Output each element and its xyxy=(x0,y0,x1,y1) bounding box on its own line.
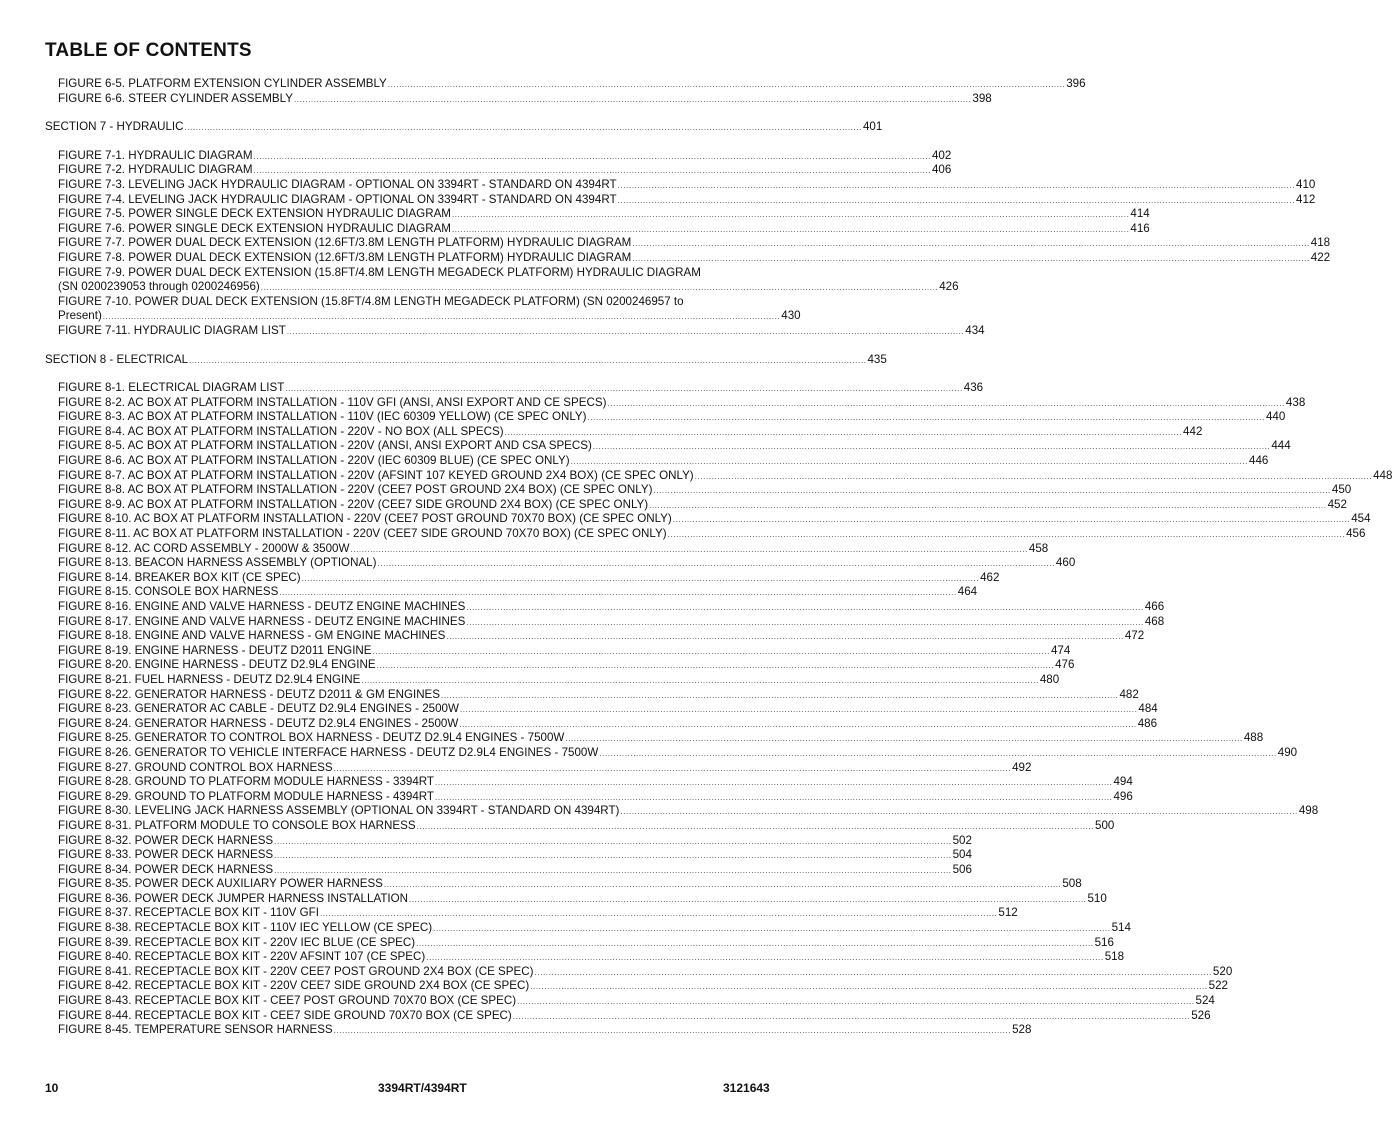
toc-entry-label: FIGURE 8-2. AC BOX AT PLATFORM INSTALLATION - 110V GFI (ANSI, ANSI EXPORT AND CE SPECS) xyxy=(58,395,607,409)
toc-entry-label: FIGURE 8-20. ENGINE HARNESS - DEUTZ D2.9L4 ENGINE xyxy=(58,658,376,672)
toc-entry-label: FIGURE 8-42. RECEPTACLE BOX KIT - 220V CEE7 SIDE GROUND 2X4 BOX (CE SPEC) xyxy=(58,979,530,993)
toc-entry-page: 498 xyxy=(1298,804,1319,818)
toc-entry-label: FIGURE 8-30. LEVELING JACK HARNESS ASSEMBLY (OPTIONAL ON 3394RT - STANDARD ON 4394RT) xyxy=(58,804,620,818)
toc-entry[interactable] xyxy=(45,643,1071,659)
dot-leader xyxy=(254,150,931,165)
toc-entry[interactable] xyxy=(45,381,984,396)
toc-entry-label: FIGURE 7-9. POWER DUAL DECK EXTENSION (15.8FT/4.8M LENGTH MEGADECK PLATFORM) HYDRAULIC DIAGRAM xyxy=(58,265,701,279)
dot-leader xyxy=(466,616,1143,631)
dot-leader xyxy=(459,718,1136,733)
dot-leader xyxy=(452,208,1129,223)
toc-entry-page: 416 xyxy=(1130,221,1150,235)
toc-entry[interactable] xyxy=(45,570,1000,586)
toc-entry-page: 401 xyxy=(862,120,883,134)
toc-entry-label: FIGURE 8-45. TEMPERATURE SENSOR HARNESS xyxy=(58,1023,333,1037)
toc-entry[interactable] xyxy=(45,921,1131,936)
toc-entry-label: FIGURE 8-32. POWER DECK HARNESS xyxy=(58,833,274,847)
toc-entry-label: FIGURE 8-19. ENGINE HARNESS - DEUTZ D2011 ENGINE xyxy=(58,643,372,657)
dot-leader xyxy=(534,966,1211,981)
toc-entry[interactable] xyxy=(45,818,1115,834)
toc-entry[interactable] xyxy=(45,177,1316,193)
toc-entry[interactable] xyxy=(45,658,1075,673)
toc-entry-page: 452 xyxy=(1327,497,1347,511)
toc-entry-page: 454 xyxy=(1351,512,1371,526)
toc-entry[interactable] xyxy=(45,91,992,107)
dot-leader xyxy=(632,237,1309,252)
toc-section-label: SECTION 7 - HYDRAULIC xyxy=(45,120,184,134)
toc-entry-page: 510 xyxy=(1087,891,1107,905)
toc-entry-page: 456 xyxy=(1346,527,1366,541)
toc-entry-label: FIGURE 7-2. HYDRAULIC DIAGRAM xyxy=(58,163,253,177)
dot-leader xyxy=(632,252,1309,267)
dot-leader xyxy=(388,78,1065,93)
dot-leader xyxy=(649,499,1326,514)
toc-entry-label: FIGURE 7-8. POWER DUAL DECK EXTENSION (12.6FT/3.8M LENGTH PLATFORM) HYDRAULIC DIAGRAM xyxy=(58,250,632,264)
toc-entry-page: 444 xyxy=(1271,439,1291,453)
dot-leader xyxy=(377,659,1054,674)
toc-entry-page: 435 xyxy=(867,352,887,366)
toc-entry-page: 412 xyxy=(1296,192,1316,206)
toc-entry-page: 508 xyxy=(1062,877,1082,891)
toc-entry-label: FIGURE 8-43. RECEPTACLE BOX KIT - CEE7 POST GROUND 70X70 BOX (CE SPEC) xyxy=(58,994,517,1008)
toc-entry-page: 480 xyxy=(1039,672,1060,686)
toc-entry[interactable] xyxy=(45,497,1347,513)
dot-leader xyxy=(673,513,1350,528)
toc-entry-label: FIGURE 8-28. GROUND TO PLATFORM MODULE HARNESS - 3394RT xyxy=(58,775,435,789)
toc-section-entry[interactable] xyxy=(45,120,883,135)
toc-entry[interactable] xyxy=(45,614,1165,630)
toc-entry-page: 442 xyxy=(1183,424,1203,438)
dot-leader xyxy=(435,776,1112,791)
toc-entry-label: FIGURE 8-9. AC BOX AT PLATFORM INSTALLATION - 220V (CEE7 SIDE GROUND 2X4 BOX) (CE SPEC ONLY) xyxy=(58,497,649,511)
toc-entry-page: 474 xyxy=(1050,643,1071,657)
toc-entry-label: FIGURE 8-33. POWER DECK HARNESS xyxy=(58,848,274,862)
dot-leader xyxy=(377,557,1054,572)
dot-leader xyxy=(285,382,962,397)
footer-doc-number: 3121643 xyxy=(723,1081,770,1095)
dot-leader xyxy=(189,354,866,369)
toc-entry-page: 514 xyxy=(1111,921,1131,935)
toc-entry-label: FIGURE 8-7. AC BOX AT PLATFORM INSTALLATION - 220V (AFSINT 107 KEYED GROUND 2X4 BOX) (CE SPEC ONLY) xyxy=(58,468,694,482)
toc-entry-label: FIGURE 6-5. PLATFORM EXTENSION CYLINDER ASSEMBLY xyxy=(58,77,387,90)
toc-entry[interactable] xyxy=(45,629,1145,644)
dot-leader xyxy=(361,674,1038,689)
toc-entry-label: FIGURE 8-22. GENERATOR HARNESS - DEUTZ D2011 & GM ENGINES xyxy=(58,687,441,701)
toc-entry-label: FIGURE 8-15. CONSOLE BOX HARNESS xyxy=(58,585,279,599)
dot-leader xyxy=(620,805,1297,820)
dot-leader xyxy=(505,426,1182,441)
toc-entry-page: 476 xyxy=(1055,658,1075,672)
dot-leader xyxy=(274,835,951,850)
toc-entry-page: 450 xyxy=(1331,483,1352,497)
toc-entry-page: 528 xyxy=(1012,1023,1032,1037)
toc-entry-label: FIGURE 8-11. AC BOX AT PLATFORM INSTALLATION - 220V (CEE7 SIDE GROUND 70X70 BOX) (CE SPEC ONLY) xyxy=(58,527,667,541)
toc-entry[interactable] xyxy=(45,862,972,878)
toc-entry[interactable] xyxy=(45,556,1076,571)
dot-leader xyxy=(513,1010,1190,1025)
toc-entry-page: 512 xyxy=(998,906,1018,920)
toc-entry[interactable] xyxy=(45,702,1158,717)
toc-section-entry[interactable] xyxy=(45,352,887,368)
dot-leader xyxy=(416,937,1093,952)
toc-entry-page: 422 xyxy=(1310,250,1331,264)
toc-entry[interactable] xyxy=(45,439,1291,454)
toc-entry[interactable] xyxy=(45,935,1114,951)
toc-entry[interactable] xyxy=(45,600,1165,615)
toc-entry-page: 526 xyxy=(1191,1008,1211,1022)
dot-leader xyxy=(334,1024,1011,1039)
toc-entry[interactable] xyxy=(45,906,1018,921)
toc-entry-page: 490 xyxy=(1277,745,1298,759)
toc-entry-page: 436 xyxy=(963,381,984,395)
toc-section-label: SECTION 8 - ELECTRICAL xyxy=(45,352,189,366)
toc-entry-page: 398 xyxy=(972,91,992,105)
toc-entry[interactable] xyxy=(45,716,1158,732)
dot-leader xyxy=(452,223,1129,238)
toc-entry-page: 500 xyxy=(1095,818,1115,832)
toc-entry-label: FIGURE 8-37. RECEPTACLE BOX KIT - 110V GFI xyxy=(58,906,319,920)
toc-entry[interactable] xyxy=(45,760,1032,776)
toc-entry-label: FIGURE 8-44. RECEPTACLE BOX KIT - CEE7 SIDE GROUND 70X70 BOX (CE SPEC) xyxy=(58,1008,512,1022)
dot-leader xyxy=(287,325,964,340)
toc-entry-label: FIGURE 8-39. RECEPTACLE BOX KIT - 220V IEC BLUE (CE SPEC) xyxy=(58,935,416,949)
toc-entry[interactable] xyxy=(45,585,978,600)
toc-entry-page: 488 xyxy=(1243,731,1264,745)
toc-entry-page: 460 xyxy=(1055,556,1076,570)
toc-entry-page: 484 xyxy=(1138,702,1158,716)
dot-leader xyxy=(618,194,1295,209)
toc-entry-page: 466 xyxy=(1144,600,1165,613)
dot-leader xyxy=(695,470,1372,485)
toc-entry-label: FIGURE 8-17. ENGINE AND VALVE HARNESS - DEUTZ ENGINE MACHINES xyxy=(58,614,466,628)
toc-entry-label: FIGURE 7-6. POWER SINGLE DECK EXTENSION HYDRAULIC DIAGRAM xyxy=(58,221,451,235)
toc-entry[interactable] xyxy=(45,1023,1032,1038)
toc-entry-label: FIGURE 7-10. POWER DUAL DECK EXTENSION (15.8FT/4.8M LENGTH MEGADECK PLATFORM) (SN 0200246957 to xyxy=(58,294,684,308)
dot-leader xyxy=(599,747,1276,762)
toc-entry-page: 426 xyxy=(939,280,959,294)
toc-entry[interactable] xyxy=(45,323,985,339)
toc-entry-page: 496 xyxy=(1113,789,1133,803)
toc-entry-page: 414 xyxy=(1130,207,1150,221)
toc-entry-label: FIGURE 8-14. BREAKER BOX KIT (CE SPEC) xyxy=(58,570,301,584)
toc-entry-label: FIGURE 8-29. GROUND TO PLATFORM MODULE HARNESS - 4394RT xyxy=(58,789,435,803)
dot-leader xyxy=(274,864,951,879)
dot-leader xyxy=(588,411,1265,426)
toc-entry[interactable] xyxy=(45,410,1286,425)
toc-entry[interactable] xyxy=(45,979,1228,994)
toc-entry[interactable] xyxy=(45,192,1316,208)
toc-entry-page: 506 xyxy=(952,862,972,876)
toc-entry[interactable] xyxy=(45,950,1125,965)
toc-entry-page: 448 xyxy=(1373,468,1392,482)
dot-leader xyxy=(409,893,1086,908)
toc-entry-label: FIGURE 8-1. ELECTRICAL DIAGRAM LIST xyxy=(58,381,285,395)
toc-list xyxy=(45,77,1392,1038)
toc-entry-page: 458 xyxy=(1028,541,1049,555)
dot-leader xyxy=(279,586,956,601)
toc-entry-page: 518 xyxy=(1104,950,1125,964)
toc-entry-page: 468 xyxy=(1144,614,1165,628)
dot-leader xyxy=(274,849,951,864)
toc-entry-label: FIGURE 8-40. RECEPTACLE BOX KIT - 220V AFSINT 107 (CE SPEC) xyxy=(58,950,426,964)
toc-entry-label: FIGURE 8-36. POWER DECK JUMPER HARNESS INSTALLATION xyxy=(58,891,409,905)
toc-entry[interactable] xyxy=(45,468,1392,484)
toc-entry[interactable] xyxy=(45,731,1264,746)
toc-entry-page: 486 xyxy=(1137,716,1158,730)
toc-entry-page: 520 xyxy=(1212,964,1233,978)
toc-entry-label: FIGURE 8-23. GENERATOR AC CABLE - DEUTZ D2.9L4 ENGINES - 2500W xyxy=(58,702,459,716)
page-title: TABLE OF CONTENTS xyxy=(45,40,252,61)
dot-leader xyxy=(261,281,938,296)
toc-entry-page: 440 xyxy=(1265,410,1286,424)
toc-entry-label: FIGURE 8-31. PLATFORM MODULE TO CONSOLE BOX HARNESS xyxy=(58,818,416,832)
toc-entry-label: FIGURE 8-13. BEACON HARNESS ASSEMBLY (OPTIONAL) xyxy=(58,556,377,570)
toc-entry-label: FIGURE 7-11. HYDRAULIC DIAGRAM LIST xyxy=(58,323,286,337)
footer-model: 3394RT/4394RT xyxy=(378,1081,467,1095)
toc-entry[interactable] xyxy=(45,964,1233,980)
dot-leader xyxy=(350,543,1027,558)
toc-entry-page: 430 xyxy=(781,309,801,323)
toc-entry[interactable] xyxy=(45,148,952,164)
dot-leader xyxy=(530,980,1207,995)
toc-entry-page: 502 xyxy=(952,833,972,847)
dot-leader xyxy=(103,310,780,325)
toc-entry-page: 492 xyxy=(1012,760,1032,774)
toc-entry-page: 462 xyxy=(980,570,1000,584)
toc-entry-label: FIGURE 8-4. AC BOX AT PLATFORM INSTALLATION - 220V - NO BOX (ALL SPECS) xyxy=(58,424,504,438)
dot-leader xyxy=(185,121,862,136)
toc-entry-label: FIGURE 8-41. RECEPTACLE BOX KIT - 220V CEE7 POST GROUND 2X4 BOX (CE SPEC) xyxy=(58,964,534,978)
toc-entry-label: FIGURE 8-21. FUEL HARNESS - DEUTZ D2.9L4 ENGINE xyxy=(58,672,361,686)
toc-entry-page: 402 xyxy=(931,148,952,162)
dot-leader xyxy=(426,951,1103,966)
toc-entry[interactable] xyxy=(45,1008,1211,1024)
toc-entry[interactable] xyxy=(45,221,1150,237)
toc-entry[interactable] xyxy=(45,424,1203,440)
dot-leader xyxy=(254,164,931,179)
dot-leader xyxy=(294,93,971,108)
dot-leader xyxy=(373,645,1050,660)
toc-entry[interactable] xyxy=(45,454,1269,469)
toc-entry[interactable] xyxy=(45,891,1107,907)
dot-leader xyxy=(435,791,1112,806)
dot-leader xyxy=(668,528,1345,543)
toc-entry-label: FIGURE 7-4. LEVELING JACK HYDRAULIC DIAGRAM - OPTIONAL ON 3394RT - STANDARD ON 4394RT xyxy=(58,192,617,206)
dot-leader xyxy=(593,440,1270,455)
dot-leader xyxy=(384,878,1061,893)
toc-entry-page: 438 xyxy=(1285,395,1306,409)
toc-entry-label: FIGURE 8-27. GROUND CONTROL BOX HARNESS xyxy=(58,760,333,774)
toc-entry-page: 464 xyxy=(957,585,978,599)
toc-entry-label: FIGURE 7-1. HYDRAULIC DIAGRAM xyxy=(58,148,253,162)
dot-leader xyxy=(417,820,1094,835)
toc-entry-label: FIGURE 8-34. POWER DECK HARNESS xyxy=(58,862,274,876)
toc-entry-label: FIGURE 8-26. GENERATOR TO VEHICLE INTERFACE HARNESS - DEUTZ D2.9L4 ENGINES - 7500W xyxy=(58,745,599,759)
footer-page-number: 10 xyxy=(45,1081,59,1095)
toc-entry-label: FIGURE 8-24. GENERATOR HARNESS - DEUTZ D2.9L4 ENGINES - 2500W xyxy=(58,716,459,730)
toc-entry[interactable] xyxy=(45,994,1215,1009)
toc-entry-label: FIGURE 8-3. AC BOX AT PLATFORM INSTALLATION - 110V (IEC 60309 YELLOW) (CE SPEC ONLY) xyxy=(58,410,587,424)
dot-leader xyxy=(607,397,1284,412)
toc-entry-label: FIGURE 8-25. GENERATOR TO CONTROL BOX HARNESS - DEUTZ D2.9L4 ENGINES - 7500W xyxy=(58,731,565,745)
toc-entry-page: 406 xyxy=(931,163,952,177)
toc-entry-label: FIGURE 7-7. POWER DUAL DECK EXTENSION (12.6FT/3.8M LENGTH PLATFORM) HYDRAULIC DIAGRAM xyxy=(58,236,632,250)
toc-entry-label: FIGURE 8-18. ENGINE AND VALVE HARNESS - GM ENGINE MACHINES xyxy=(58,629,446,643)
toc-entry[interactable] xyxy=(45,77,1086,92)
dot-leader xyxy=(433,922,1110,937)
toc-entry-page: 504 xyxy=(952,848,972,862)
dot-leader xyxy=(571,455,1248,470)
toc-entry[interactable] xyxy=(45,483,1352,498)
dot-leader xyxy=(466,601,1143,616)
toc-entry-page: 524 xyxy=(1195,994,1215,1008)
toc-entry[interactable] xyxy=(45,265,959,295)
toc-entry[interactable] xyxy=(45,163,952,178)
dot-leader xyxy=(320,907,997,922)
toc-entry-label: FIGURE 8-35. POWER DECK AUXILIARY POWER HARNESS xyxy=(58,877,383,891)
toc-entry[interactable] xyxy=(45,687,1139,703)
toc-entry-label: FIGURE 6-6. STEER CYLINDER ASSEMBLY xyxy=(58,91,293,105)
toc-entry[interactable] xyxy=(45,250,1331,266)
toc-entry[interactable] xyxy=(45,775,1133,790)
toc-entry-label-continued: Present) xyxy=(58,309,102,323)
toc-entry[interactable] xyxy=(45,207,1150,222)
toc-entry[interactable] xyxy=(45,877,1082,892)
toc-entry-label: FIGURE 7-3. LEVELING JACK HYDRAULIC DIAGRAM - OPTIONAL ON 3394RT - STANDARD ON 4394RT xyxy=(58,177,617,191)
toc-entry-page: 494 xyxy=(1113,775,1133,789)
toc-entry[interactable] xyxy=(45,672,1060,688)
toc-entry[interactable] xyxy=(45,745,1298,761)
dot-leader xyxy=(441,689,1118,704)
dot-leader xyxy=(565,732,1242,747)
toc-entry[interactable] xyxy=(45,236,1331,251)
toc-entry[interactable] xyxy=(45,395,1306,411)
toc-entry[interactable] xyxy=(45,804,1319,819)
toc-entry-label: FIGURE 8-38. RECEPTACLE BOX KIT - 110V IEC YELLOW (CE SPEC) xyxy=(58,921,433,935)
toc-entry-page: 482 xyxy=(1119,687,1139,701)
toc-entry-label-continued: (SN 0200239053 through 0200246956) xyxy=(58,280,260,294)
toc-entry-page: 410 xyxy=(1296,177,1316,191)
toc-entry-label: FIGURE 8-8. AC BOX AT PLATFORM INSTALLATION - 220V (CEE7 POST GROUND 2X4 BOX) (CE SPEC ONLY) xyxy=(58,483,653,497)
toc-entry-label: FIGURE 8-10. AC BOX AT PLATFORM INSTALLATION - 220V (CEE7 POST GROUND 70X70 BOX) (CE SPEC ONLY) xyxy=(58,512,672,526)
toc-entry-page: 434 xyxy=(965,323,985,337)
dot-leader xyxy=(302,572,979,587)
toc-entry-page: 396 xyxy=(1066,77,1086,90)
toc-entry[interactable] xyxy=(45,527,1366,542)
toc-entry[interactable] xyxy=(45,848,972,863)
toc-entry[interactable] xyxy=(45,833,972,849)
toc-entry-page: 516 xyxy=(1094,935,1114,949)
dot-leader xyxy=(460,703,1137,718)
toc-entry-page: 472 xyxy=(1124,629,1145,643)
dot-leader xyxy=(517,995,1194,1010)
toc-entry[interactable] xyxy=(45,789,1133,805)
dot-leader xyxy=(618,179,1295,194)
toc-entry-page: 446 xyxy=(1249,454,1269,468)
toc-entry[interactable] xyxy=(45,294,801,324)
dot-leader xyxy=(446,630,1123,645)
toc-entry-page: 522 xyxy=(1208,979,1228,993)
toc-entry[interactable] xyxy=(45,512,1371,527)
toc-entry[interactable] xyxy=(45,541,1049,557)
toc-entry-label: FIGURE 8-16. ENGINE AND VALVE HARNESS - DEUTZ ENGINE MACHINES xyxy=(58,600,466,613)
toc-entry-label: FIGURE 8-6. AC BOX AT PLATFORM INSTALLATION - 220V (IEC 60309 BLUE) (CE SPEC ONLY) xyxy=(58,454,570,468)
toc-entry-label: FIGURE 8-12. AC CORD ASSEMBLY - 2000W & 3500W xyxy=(58,541,350,555)
dot-leader xyxy=(653,484,1330,499)
toc-entry-label: FIGURE 7-5. POWER SINGLE DECK EXTENSION HYDRAULIC DIAGRAM xyxy=(58,207,451,221)
toc-entry-label: FIGURE 8-5. AC BOX AT PLATFORM INSTALLATION - 220V (ANSI, ANSI EXPORT AND CSA SPECS) xyxy=(58,439,592,453)
toc-entry-page: 418 xyxy=(1310,236,1331,250)
dot-leader xyxy=(334,762,1011,777)
